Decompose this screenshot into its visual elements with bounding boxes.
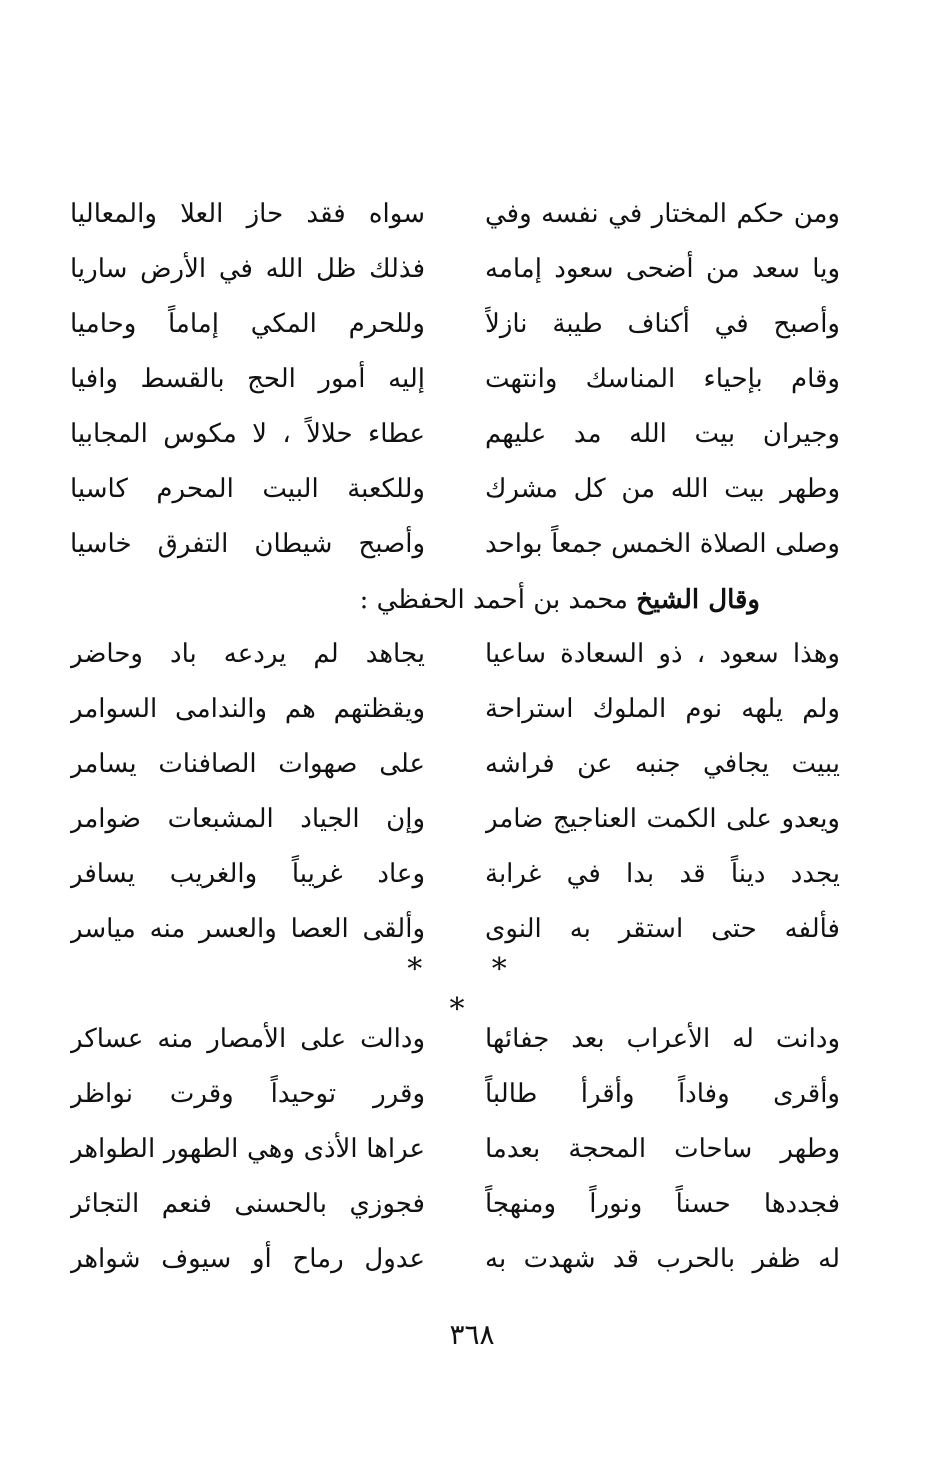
verse (70, 1122, 840, 1177)
verse-second-hemistich: وإن الجياد المشبعات ضوامر (70, 804, 425, 834)
heading-author: محمد بن أحمد الحفظي : (359, 585, 637, 615)
verse-first-hemistich: وأقرى وفاداً وأقرأ طالباً (485, 1079, 840, 1109)
verse-second-hemistich: وأصبح شيطان التفرق خاسيا (70, 529, 425, 559)
verse-second-hemistich: فذلك ظل الله في الأرض ساريا (70, 254, 425, 284)
verse-first-hemistich: وطهر بيت الله من كل مشرك (485, 474, 840, 504)
verse (70, 352, 840, 407)
verse-first-hemistich: ويعدو على الكمت العناجيج ضامر (485, 804, 840, 834)
verse (70, 737, 840, 792)
verse-first-hemistich: ولم يلهه نوم الملوك استراحة (485, 694, 840, 724)
verse-first-hemistich: يبيت يجافي جنبه عن فراشه (485, 749, 840, 779)
verse-second-hemistich: وللكعبة البيت المحرم كاسيا (70, 474, 425, 504)
verse-first-hemistich: ودانت له الأعراب بعد جفائها (485, 1024, 840, 1054)
verse-second-hemistich: إليه أمور الحج بالقسط وافيا (70, 364, 425, 394)
verse-first-hemistich: ويا سعد من أضحى سعود إمامه (485, 254, 840, 284)
verse-second-hemistich: وللحرم المكي إماماً وحاميا (70, 309, 425, 339)
verse (70, 1012, 840, 1067)
verse (70, 1232, 840, 1287)
verse (70, 1067, 840, 1122)
verse-second-hemistich: على صهوات الصافنات يسامر (70, 749, 425, 779)
verse-second-hemistich: يجاهد لم يردعه باد وحاضر (70, 639, 425, 669)
verse-second-hemistich: وألقى العصا والعسر منه مياسر (70, 914, 425, 944)
verse (70, 847, 840, 902)
poem-stanza-3 (70, 1012, 840, 1287)
poem-stanza-2 (70, 627, 840, 957)
verse-first-hemistich: فألفه حتى استقر به النوى (485, 914, 840, 944)
verse-second-hemistich: سواه فقد حاز العلا والمعاليا (70, 199, 425, 229)
verse-second-hemistich: فجوزي بالحسنى فنعم التجائر (70, 1189, 425, 1219)
verse (70, 792, 840, 847)
verse (70, 242, 840, 297)
section-divider: * * * (407, 952, 537, 1027)
verse (70, 187, 840, 242)
verse-first-hemistich: يجدد ديناً قد بدا في غرابة (485, 859, 840, 889)
verse-second-hemistich: ويقظتهم هم والندامى السوامر (70, 694, 425, 724)
verse-first-hemistich: فجددها حسناً ونوراً ومنهجاً (485, 1189, 840, 1219)
verse-second-hemistich: وقرر توحيداً وقرت نواظر (70, 1079, 425, 1109)
page-number: ٣٦٨ (449, 1318, 495, 1351)
verse-second-hemistich: عراها الأذى وهي الطهور الطواهر (70, 1134, 425, 1164)
verse-first-hemistich: له ظفر بالحرب قد شهدت به (485, 1244, 840, 1274)
verse (70, 517, 840, 572)
verse (70, 627, 840, 682)
verse-second-hemistich: ودالت على الأمصار منه عساكر (70, 1024, 425, 1054)
verse-first-hemistich: وطهر ساحات المحجة بعدما (485, 1134, 840, 1164)
verse-first-hemistich: وأصبح في أكناف طيبة نازلاً (485, 309, 840, 339)
verse-first-hemistich: وجيران بيت الله مد عليهم (485, 419, 840, 449)
verse (70, 902, 840, 957)
verse-first-hemistich: ومن حكم المختار في نفسه وفي (485, 199, 840, 229)
verse-second-hemistich: عدول رماح أو سيوف شواهر (70, 1244, 425, 1274)
verse-second-hemistich: عطاء حلالاً ، لا مكوس المجابيا (70, 419, 425, 449)
verse (70, 682, 840, 737)
poem-stanza-1 (70, 187, 840, 572)
section-heading (200, 575, 760, 625)
verse-first-hemistich: وهذا سعود ، ذو السعادة ساعيا (485, 639, 840, 669)
verse-first-hemistich: وصلى الصلاة الخمس جمعاً بواحد (485, 529, 840, 559)
verse-second-hemistich: وعاد غريباً والغريب يسافر (70, 859, 425, 889)
verse-first-hemistich: وقام بإحياء المناسك وانتهت (485, 364, 840, 394)
verse (70, 407, 840, 462)
verse (70, 1177, 840, 1232)
verse (70, 297, 840, 352)
verse (70, 462, 840, 517)
heading-bold-label: وقال الشيخ (636, 585, 760, 615)
